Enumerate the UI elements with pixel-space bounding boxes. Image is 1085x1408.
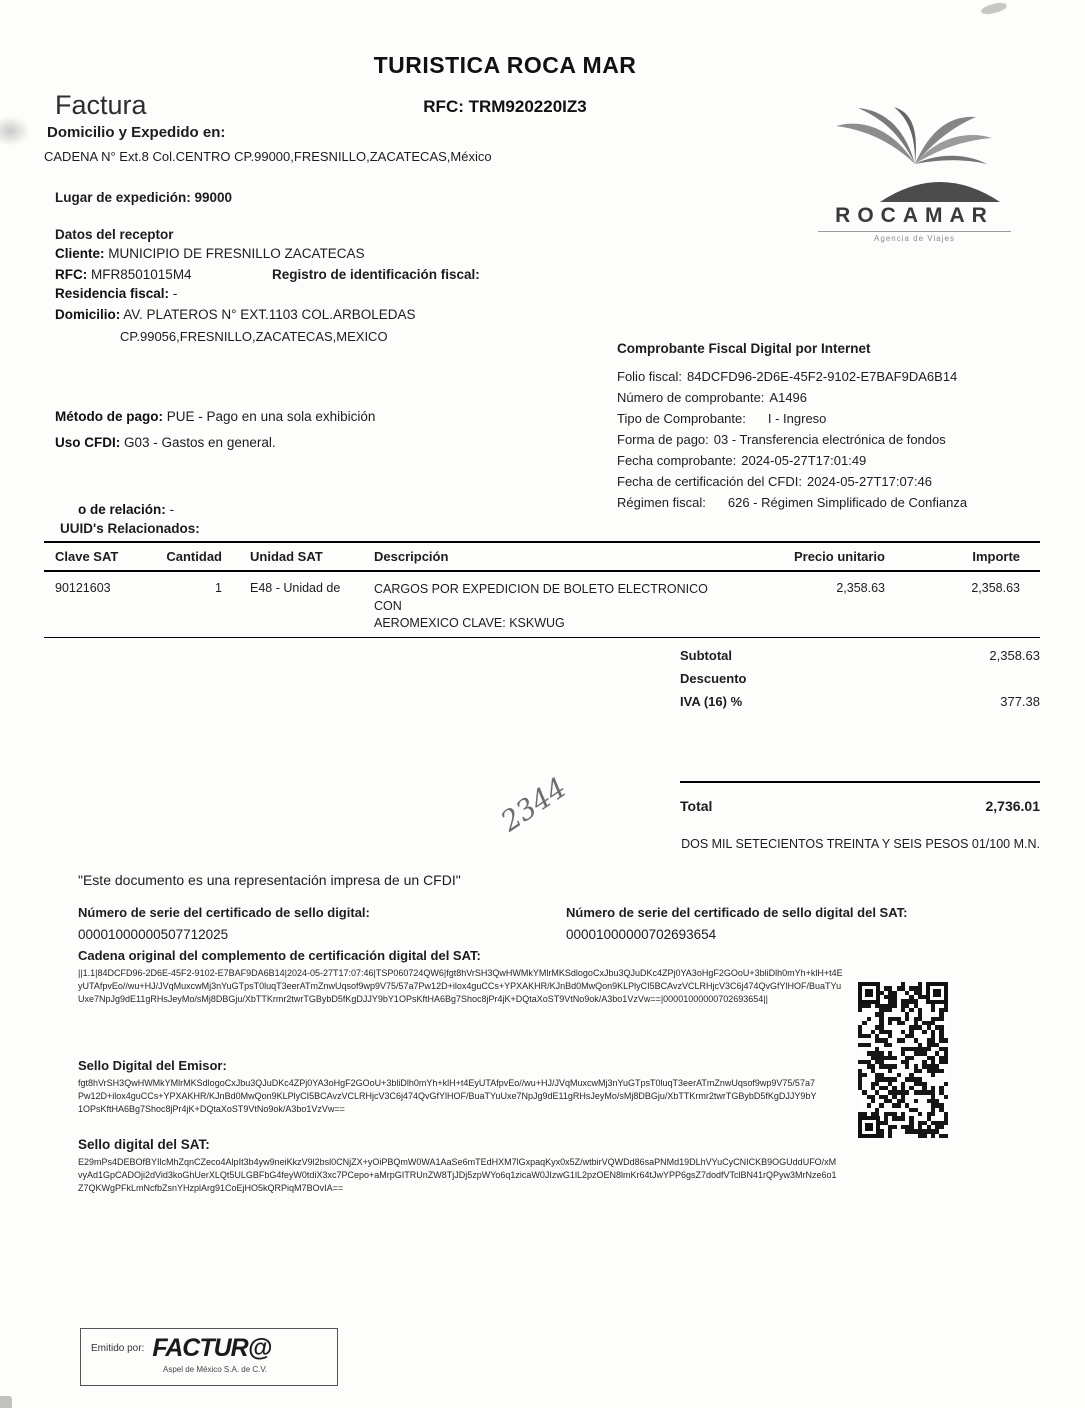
related-uuids-label: UUID's Relacionados: bbox=[60, 521, 200, 536]
client-address-label: Domicilio: bbox=[55, 307, 121, 322]
payment-method-label: Método de pago: bbox=[55, 409, 163, 424]
original-chain-label: Cadena original del complemento de certificación digital del SAT: bbox=[78, 948, 481, 963]
subtotal-value: 2,358.63 bbox=[989, 648, 1040, 663]
table-header-row bbox=[44, 541, 1040, 572]
cfdi-row-value: 626 - Régimen Simplificado de Confianza bbox=[727, 495, 968, 510]
relation-line bbox=[78, 502, 174, 517]
client-address-2: CP.99056,FRESNILLO,ZACATECAS,MEXICO bbox=[120, 329, 388, 344]
cell-descripcion bbox=[374, 581, 735, 637]
brand-name: ROCAMAR bbox=[835, 204, 994, 227]
cfdi-row-label: Régimen fiscal: bbox=[617, 495, 706, 510]
cell-unidad: E48 - Unidad de bbox=[250, 581, 341, 595]
cfdi-use-label: Uso CFDI: bbox=[55, 435, 121, 450]
cfdi-row-value: A1496 bbox=[769, 390, 808, 405]
qr-finder-icon bbox=[926, 982, 948, 1004]
cfdi-row-value: 2024-05-27T17:07:46 bbox=[806, 474, 933, 489]
cfdi-use-line bbox=[55, 435, 276, 450]
table-row bbox=[44, 572, 1040, 638]
total-divider bbox=[680, 781, 1040, 783]
cfdi-regime-row bbox=[617, 492, 1057, 513]
col-cantidad: Cantidad bbox=[166, 549, 222, 564]
cfdi-row-label: Fecha comprobante: bbox=[617, 453, 737, 468]
col-importe: Importe bbox=[972, 549, 1020, 564]
scan-artifact bbox=[0, 116, 30, 146]
cfdi-cert-date-row bbox=[617, 471, 1057, 492]
qr-finder-icon bbox=[858, 1116, 880, 1138]
sat-cert-serial-label: Número de serie del certificado de sello digital del SAT: bbox=[566, 905, 908, 920]
cfdi-row-value: I - Ingreso bbox=[767, 411, 827, 426]
subtotal-row bbox=[680, 644, 1040, 667]
emitter-box bbox=[80, 1328, 338, 1386]
cell-clave: 90121603 bbox=[55, 581, 111, 595]
scan-artifact bbox=[980, 1, 1007, 16]
payment-method-value: PUE - Pago en una sola exhibición bbox=[166, 409, 376, 424]
issuer-address-heading: Domicilio y Expedido en: bbox=[47, 124, 226, 141]
cfdi-use-value: G03 - Gastos en general. bbox=[124, 435, 276, 450]
issuer-cert-serial-label: Número de serie del certificado de sello digital: bbox=[78, 905, 370, 920]
qr-finder-icon bbox=[858, 982, 880, 1004]
cfdi-number-row bbox=[617, 387, 1057, 408]
cfdi-row-value: 2024-05-27T17:01:49 bbox=[741, 453, 867, 468]
issuer-seal-text: fgt8hVrSH3QwHWMkYMlrMKSdlogoCxJbu3QJuDKc4ZPj0YA3oHgF2GOoU+3bliDlh0mYh+klH+t4EyUTAfpvEo//wu+HJ/JVqMuxcwMj3nYuGTpsT0luqT3eerATmZnwUqsof9wp9V75/57a7Pw12D+ilox4guCCs+YPXAKHR/KJnBd0MwQon9KLPlyCI5BCAvzVCLRHjcV3C6j474QvGfYlHOF/BuaTYuUxe7NpJg9dE11gRHsJeyMo/sMj8DBGju/XbTTKrmr2twrTGBybD5fKgDJJY9bY1OPsKftHA6Bg7Shoc8jPr4jK+DQtaXoST9VtNo9ok/A3bo1VzVw== bbox=[78, 1078, 817, 1114]
cfdi-row-label: Fecha de certificación del CFDI: bbox=[617, 474, 802, 489]
cfdi-type-row bbox=[617, 408, 1057, 429]
cell-cantidad: 1 bbox=[215, 581, 222, 595]
iva-label: IVA (16) % bbox=[680, 694, 743, 709]
cfdi-date-row bbox=[617, 450, 1057, 471]
total-value: 2,736.01 bbox=[985, 798, 1040, 814]
cfdi-row-label: Número de comprobante: bbox=[617, 390, 765, 405]
totals-block bbox=[680, 644, 1040, 713]
factura-brand: FACTUR@ bbox=[152, 1334, 272, 1362]
client-rfc-line bbox=[55, 267, 192, 282]
client-line bbox=[55, 246, 365, 261]
cell-importe: 2,358.63 bbox=[971, 581, 1020, 595]
client-name: MUNICIPIO DE FRESNILLO ZACATECAS bbox=[108, 246, 365, 261]
col-descripcion: Descripción bbox=[374, 549, 449, 564]
descuento-label: Descuento bbox=[680, 671, 747, 686]
issuer-address: CADENA N° Ext.8 Col.CENTRO CP.99000,FRESNILLO,ZACATECAS,México bbox=[44, 149, 492, 164]
receiver-heading: Datos del receptor bbox=[55, 227, 174, 242]
col-unidad-sat: Unidad SAT bbox=[250, 549, 323, 564]
handwritten-note: 2344 bbox=[494, 770, 573, 839]
emitted-by-label: Emitido por: bbox=[91, 1343, 145, 1354]
brand-rule bbox=[818, 231, 1011, 232]
cfdi-heading: Comprobante Fiscal Digital por Internet bbox=[617, 341, 871, 356]
iva-row bbox=[680, 690, 1040, 713]
cfdi-representation-note: "Este documento es una representación impresa de un CFDI" bbox=[78, 872, 461, 888]
col-clave-sat: Clave SAT bbox=[55, 549, 119, 564]
scan-artifact bbox=[0, 1396, 12, 1408]
descripcion-line-2: AEROMEXICO CLAVE: KSKWUG bbox=[374, 616, 565, 630]
cfdi-info-block bbox=[617, 338, 1057, 513]
cfdi-row-value: 84DCFD96-2D6E-45F2-9102-E7BAF9DA6B14 bbox=[687, 369, 958, 384]
fiscal-residence-label: Residencia fiscal: bbox=[55, 286, 170, 301]
cell-precio: 2,358.63 bbox=[836, 581, 885, 595]
qr-modules bbox=[858, 982, 948, 1138]
cfdi-row-value: 03 - Transferencia electrónica de fondos bbox=[713, 432, 946, 447]
cfdi-payment-form-row bbox=[617, 429, 1057, 450]
client-rfc-label: RFC: bbox=[55, 267, 88, 282]
company-logo bbox=[812, 106, 1017, 243]
client-address-line bbox=[55, 307, 416, 322]
relation-label: o de relación: bbox=[78, 502, 166, 517]
fiscal-residence-value: - bbox=[172, 286, 178, 301]
place-of-issue: Lugar de expedición: 99000 bbox=[55, 190, 233, 205]
brand-tagline: Agencia de Viajes bbox=[874, 234, 955, 243]
cfdi-folio-row bbox=[617, 366, 1057, 387]
qr-code bbox=[858, 982, 948, 1138]
client-rfc-value: MFR8501015M4 bbox=[91, 267, 192, 282]
total-row bbox=[680, 798, 1040, 814]
issuer-rfc: RFC: TRM920220IZ3 bbox=[423, 97, 587, 116]
fiscal-residence-line bbox=[55, 286, 177, 301]
subtotal-label: Subtotal bbox=[680, 648, 732, 663]
cfdi-row-label: Folio fiscal: bbox=[617, 369, 683, 384]
line-items-table bbox=[44, 541, 1040, 638]
descripcion-line-1: CARGOS POR EXPEDICION DE BOLETO ELECTRONICO CON bbox=[374, 582, 708, 613]
descuento-row bbox=[680, 667, 1040, 690]
cfdi-row-label: Tipo de Comprobante: bbox=[617, 411, 746, 426]
issuer-seal-label: Sello Digital del Emisor: bbox=[78, 1058, 227, 1073]
cfdi-row-label: Forma de pago: bbox=[617, 432, 709, 447]
amount-in-words: DOS MIL SETECIENTOS TREINTA Y SEIS PESOS 01/100 M.N. bbox=[681, 837, 1040, 851]
aspel-credit: Aspel de México S.A. de C.V. bbox=[163, 1365, 268, 1374]
total-label: Total bbox=[680, 798, 713, 814]
client-label: Cliente: bbox=[55, 246, 105, 261]
original-chain-text: ||1.1|84DCFD96-2D6E-45F2-9102-E7BAF9DA6B14|2024-05-27T17:07:46|TSP060724QW6|fgt8hVrSH3QwHWMkYMlrMKSdlogoCxJbu3QJuDKc4ZPj0YA3oHgF2GOoU+3bliDlh0mYh+klH+t4EyUTAfpvEo//wu+HJ/JVqMuxcwMj3nYuGTpsT0luqT3eerATmZnwUqsof9wp9V75/57a7Pw12D+ilox4guCCs+YPXAKHR/KJnBd0MwQon9KLPlyCI5BCAvzVCLRHjcV3C6j474QvGfYlHOF/BuaTYuUxe7NpJg9dE11gRHsJeyMo/sMj8DBGju/XbTTKrmr2twrTGBybD5fKgDJJY9bY1OPsKftHA6Bg7Shoc8jPr4jK+DQtaXoST9VtNo9ok/A3bo1VzVw==|00001000000702693654|| bbox=[78, 968, 843, 1004]
payment-method-line bbox=[55, 409, 375, 424]
sat-cert-serial-value: 00001000000702693654 bbox=[566, 927, 717, 942]
relation-value: - bbox=[169, 502, 175, 517]
sat-seal-text: E29mPs4DEBOfBYIlcMhZqnCZeco4AlpIt3b4yw9neiKkzV9l2bsl0CNjZX+yOiPBQmW0WA1AaSe6mTEdHXM7lGxpaqKyx0x5Z/wtbirVQWDd86saPNMd19DLhVYuCyCNICKB9OGUddUFO/xMvyAd1GpCADOji2dVid3koGhUerXLQt5ULGBFbG4feyW0tdiX3xc7PCepo+aMrpGITRUnZW8TjJDj5zpWYo6q1zicaW0JIzwG1lL2pzOEN8lmKr64tJwYPP6gsZ7dodfVTclBN41rQPyw3MrNze6o1Z7QKWgPFkLmNcfbZsnYHzplArg91CoEjHO5kQRPiqM7BOvIA== bbox=[78, 1157, 837, 1193]
company-name: TURISTICA ROCA MAR bbox=[373, 52, 637, 78]
doc-type-title: Factura bbox=[55, 90, 147, 120]
issuer-cert-serial-value: 00001000000507712025 bbox=[78, 927, 229, 942]
palm-tree-icon bbox=[822, 106, 1007, 202]
sat-seal-label: Sello digital del SAT: bbox=[78, 1137, 210, 1152]
fiscal-id-registry-label: Registro de identificación fiscal: bbox=[272, 267, 480, 282]
col-precio-unitario: Precio unitario bbox=[793, 549, 885, 564]
client-address-1: AV. PLATEROS N° EXT.1103 COL.ARBOLEDAS bbox=[123, 307, 416, 322]
iva-value: 377.38 bbox=[1000, 694, 1040, 709]
